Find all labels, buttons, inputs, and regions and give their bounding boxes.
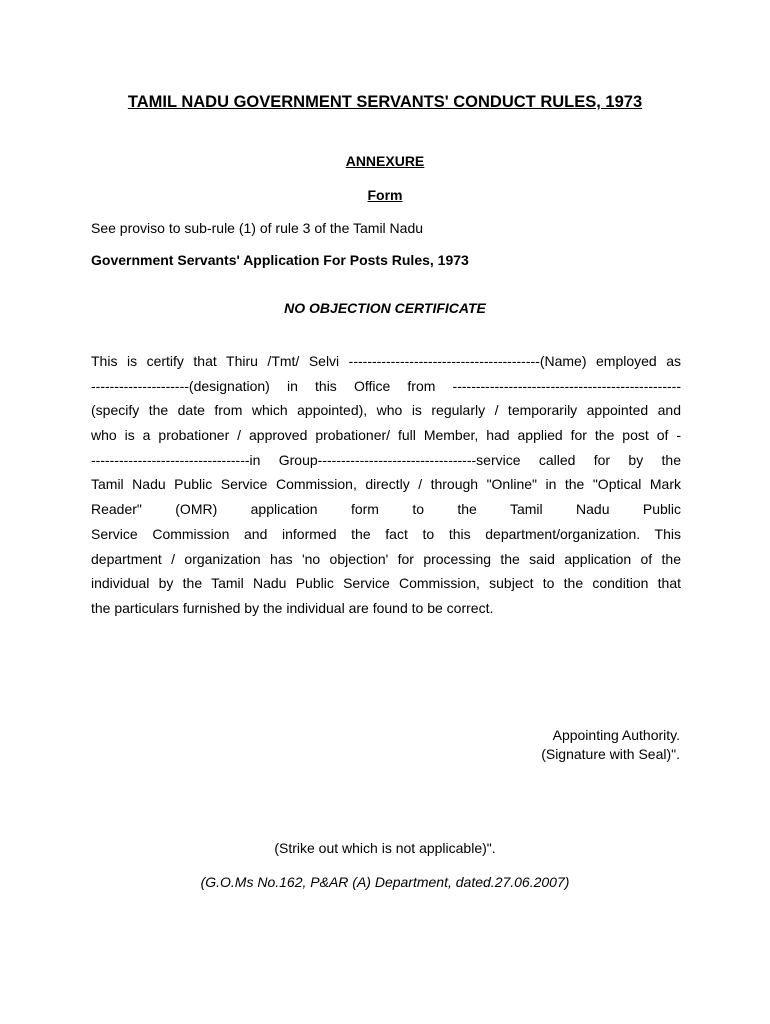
appointing-authority-label: Appointing Authority. xyxy=(552,727,680,743)
body-line: who is a probationer / approved probationer/ full Member, had applied for the post of - xyxy=(91,427,681,444)
goms-reference: (G.O.Ms No.162, P&AR (A) Department, dated.27.06.2007) xyxy=(200,874,570,890)
body-line: the particulars furnished by the individual are found to be correct. xyxy=(91,599,494,616)
body-line: Reader" (OMR) application form to the Tamil Nadu Public xyxy=(91,501,681,518)
certificate-title: NO OBJECTION CERTIFICATE xyxy=(284,300,486,316)
rules-name: Government Servants' Application For Posts Rules, 1973 xyxy=(91,252,469,268)
proviso-text: See proviso to sub-rule (1) of rule 3 of the Tamil Nadu xyxy=(91,220,424,236)
certificate-body xyxy=(91,349,681,621)
signature-seal-label: (Signature with Seal)". xyxy=(541,746,680,762)
body-line: ---------------------(designation) in this Office from ------------------------------------------------- xyxy=(91,377,681,394)
body-line: (specify the date from which appointed), who is regularly / temporarily appointed and xyxy=(91,402,681,419)
signature-block xyxy=(541,726,680,764)
body-line: individual by the Tamil Nadu Public Service Commission, subject to the condition that xyxy=(91,575,681,592)
strike-out-note: (Strike out which is not applicable)". xyxy=(274,840,496,856)
document-title: TAMIL NADU GOVERNMENT SERVANTS' CONDUCT RULES, 1973 xyxy=(127,93,643,111)
body-line: department / organization has 'no objection' for processing the said application of the xyxy=(91,550,681,567)
body-line: This is certify that Thiru /Tmt/ Selvi -----------------------------------------(Name) employed as xyxy=(91,353,681,369)
body-line: Tamil Nadu Public Service Commission, directly / through "Online" in the "Optical Mark xyxy=(91,476,681,493)
form-heading: Form xyxy=(367,187,403,203)
annexure-heading: ANNEXURE xyxy=(345,153,425,169)
body-line: ----------------------------------in Group----------------------------------service called for by the xyxy=(91,451,681,468)
body-line: Service Commission and informed the fact to this department/organization. This xyxy=(91,525,681,542)
